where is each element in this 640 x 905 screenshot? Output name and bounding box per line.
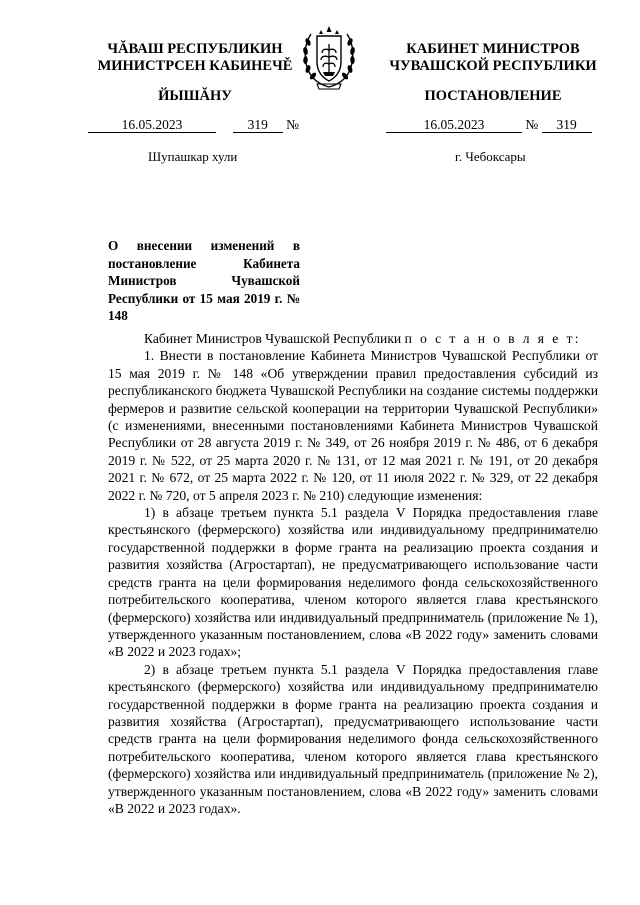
left-organization-name (80, 41, 310, 75)
right-number: 319 (542, 117, 592, 133)
right-organization-name (378, 41, 608, 75)
left-org-line-1: ЧĂВАШ РЕСПУБЛИКИН (107, 41, 283, 57)
right-org-line-2: ЧУВАШСКОЙ РЕСПУБЛИКИ (389, 58, 597, 74)
item-2: 2) в абзаце третьем пункта 5.1 раздела V Порядка предоставления главе крестьянского (фермерского) хозяйства или индивидуальному предпринимателю государственной поддержки в форме гранта на реализацию проекта создания и развития хозяйства (Агростартап), предусматривающего использование части средств гранта на цели формирования неделимого фонда сельскохозяйственного потребительского кооператива, членом которого является глава крестьянского (фермерского) хозяйства или индивидуальный предприниматель (приложение № 2), утвержденного указанным постановлением, слова «В 2022 году» заменить словами «В 2022 и 2023 годах». (108, 661, 598, 816)
left-city: Шупашкар хули (148, 149, 238, 164)
right-org-line-1: КАБИНЕТ МИНИСТРОВ (406, 41, 580, 57)
paragraph-1: 1. Внести в постановление Кабинета Министров Чувашской Республики от 15 мая 2019 г. № 148 «Об утверждении правил предоставления субсидий из республиканского бюджета Чувашской Республики на создание системы поддержки фермеров и развитие сельской кооперации на территории Чувашской Республики» (с изменениями, внесенными постановлениями Кабинета Министров Чувашской Республики от 28 августа 2019 г. № 349, от 26 ноября 2019 г. № 486, от 6 декабря 2019 г. № 522, от 25 марта 2020 г. № 131, от 12 мая 2021 г. № 191, от 20 декабря 2021 г. № 672, от 25 марта 2022 г. № 120, от 11 июля 2022 г. № 329, от 22 декабря 2022 г. № 720, от 5 апреля 2023 г. № 210) следующие изменения: (108, 348, 598, 503)
left-date: 16.05.2023 (88, 117, 216, 133)
left-document-type: ЙЫШĂНУ (158, 88, 232, 104)
intro-verb: п о с т а н о в л я е т: (404, 331, 581, 346)
right-city: г. Чебоксары (455, 149, 526, 164)
right-date: 16.05.2023 (386, 117, 522, 133)
left-number-sign: № (286, 117, 300, 132)
intro-text: Кабинет Министров Чувашской Республики (144, 331, 402, 346)
chuvash-republic-emblem-icon (299, 24, 359, 92)
intro-paragraph (108, 330, 598, 347)
item-1: 1) в абзаце третьем пункта 5.1 раздела V Порядка предоставления главе крестьянского (фермерского) хозяйства или индивидуальному предпринимателю государственной поддержки в форме гранта на реализацию проекта создания и развития хозяйства (Агростартап), не предусматривающего использование части средств гранта на цели формирования неделимого фонда сельскохозяйственного потребительского кооператива, членом которого является глава крестьянского (фермерского) хозяйства или индивидуальный предприниматель (приложение № 1), утвержденного указанным постановлением, слова «В 2022 году» заменить словами «В 2022 и 2023 годах»; (108, 505, 598, 660)
left-org-line-2: МИНИСТРСЕН КАБИНЕЧĚ (97, 58, 293, 74)
right-number-sign: № (525, 117, 539, 132)
left-number: 319 (233, 117, 283, 133)
right-date-number-line (386, 117, 592, 133)
document-body (108, 330, 598, 817)
right-document-type: ПОСТАНОВЛЕНИЕ (424, 88, 562, 104)
left-date-number-line (88, 117, 299, 133)
document-subject: О внесении изменений в постановление Кабинета Министров Чувашской Республики от 15 мая 2019 г. № 148 (108, 238, 300, 323)
